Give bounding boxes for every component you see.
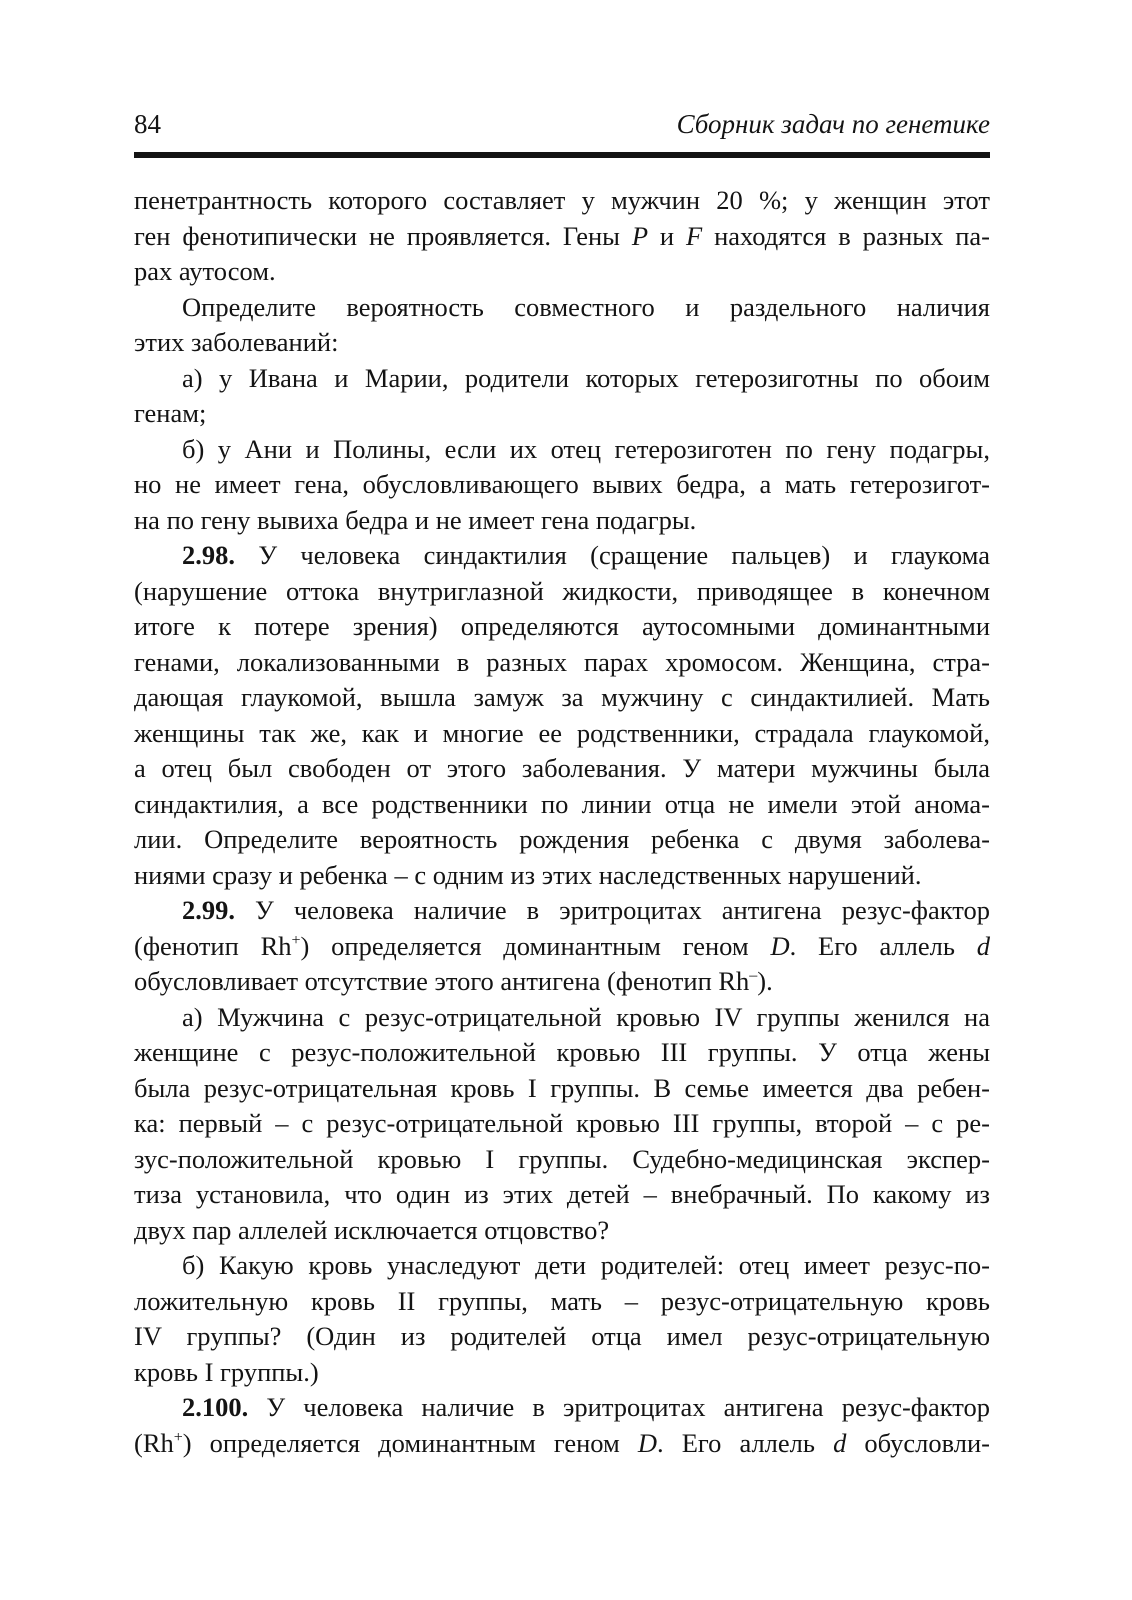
gene-symbol: d	[976, 930, 990, 961]
text-line: дающая глаукомой, вышла замуж за мужчину с синдактилией. Мать	[134, 682, 990, 712]
text-line: синдактилия, а все родственники по линии отца не имели этой анома-	[134, 788, 990, 819]
text-line: двух пар аллелей исключается отцовство?	[134, 1214, 610, 1245]
problem-2-99	[134, 893, 990, 1000]
text-line: (фенотип Rh+) определяется доминантным геном D. Его аллель d	[134, 930, 990, 961]
problem-number: 2.99.	[182, 895, 235, 925]
text-line: кровь I группы.)	[134, 1356, 319, 1387]
text-line: рах аутосом.	[134, 256, 276, 286]
running-title: Сборник задач по генетике	[676, 109, 990, 139]
text-line: женщине с резус-положительной кровью III группы. У отца жены	[134, 1037, 990, 1067]
problem-number: 2.98.	[182, 540, 235, 570]
problem-2-98	[134, 538, 990, 893]
text-line: но не имеет гена, обусловливающего вывих бедра, а мать гетерозигот-	[134, 469, 990, 499]
gene-symbol: d	[833, 1427, 847, 1458]
text-line: ложительную кровь II группы, мать – резус-отрицательную кровь	[134, 1285, 990, 1316]
text-line: Определите вероятность совместного и раздельного наличия	[182, 291, 990, 322]
text-line: 2.100. У человека наличие в эритроцитах антигена резус-фактор	[182, 1392, 990, 1422]
text-line: ка: первый – с резус-отрицательной кровью III группы, второй – с ре-	[134, 1108, 990, 1138]
text-line: 2.98. У человека синдактилия (сращение пальцев) и глаукома	[182, 540, 990, 570]
problem-2-99-b	[134, 1248, 990, 1390]
text-line: на по гену вывиха бедра и не имеет гена подагры.	[134, 504, 697, 535]
text-line: IV группы? (Один из родителей отца имел резус-отрицательную	[134, 1321, 990, 1351]
problem-2-99-a	[134, 1000, 990, 1249]
paragraph-continuation	[134, 183, 990, 290]
text-line: ниями сразу и ребенка – с одним из этих наследственных нарушений.	[134, 859, 922, 890]
paragraph-subquestion-a	[134, 361, 990, 432]
problem-2-100	[134, 1390, 990, 1461]
gene-symbol: F	[686, 220, 703, 251]
text-line: а) у Ивана и Марии, родители которых гетерозиготны по обоим	[182, 362, 990, 393]
header-rule	[134, 152, 990, 158]
text-line: тиза установила, что один из этих детей – внебрачный. По какому из	[134, 1179, 990, 1209]
text-line: б) у Ани и Полины, если их отец гетерозиготен по гену подагры,	[182, 433, 990, 464]
gene-symbol: P	[631, 220, 649, 251]
text-line: пенетрантность которого составляет у мужчин 20 %; у женщин этот	[134, 185, 990, 215]
text-line: ген фенотипически не проявляется. Гены P и F находятся в разных па-	[134, 220, 990, 251]
text-line: 2.99. У человека наличие в эритроцитах антигена резус-фактор	[182, 895, 990, 925]
page-header	[134, 104, 990, 148]
page-body	[134, 183, 990, 1461]
text-line: этих заболеваний:	[134, 327, 339, 357]
superscript: +	[291, 931, 301, 949]
paragraph-subquestion-b	[134, 432, 990, 539]
paragraph-question	[134, 290, 990, 361]
gene-symbol: D	[770, 930, 790, 961]
text-line: (Rh+) определяется доминантным геном D. Его аллель d обусловли-	[134, 1427, 990, 1458]
text-line: б) Какую кровь унаследуют дети родителей: отец имеет резус-по-	[182, 1250, 990, 1280]
text-line: обусловливает отсутствие этого антигена (фенотип Rh–).	[134, 966, 773, 996]
text-line: (нарушение оттока внутриглазной жидкости, приводящее в конечном	[134, 575, 990, 606]
page-number: 84	[134, 109, 161, 139]
text-line: генам;	[134, 398, 207, 428]
text-line: женщины так же, как и многие ее родственники, страдала глаукомой,	[134, 717, 990, 748]
text-line: генами, локализованными в разных парах хромосом. Женщина, стра-	[134, 646, 990, 677]
text-line: а) Мужчина с резус-отрицательной кровью IV группы женился на	[182, 1001, 990, 1032]
text-line: лии. Определите вероятность рождения ребенка с двумя заболева-	[134, 824, 990, 854]
superscript: +	[173, 1428, 183, 1446]
text-line: а отец был свободен от этого заболевания. У матери мужчины была	[134, 753, 990, 783]
text-line: была резус-отрицательная кровь I группы. В семье имеется два ребен-	[134, 1072, 990, 1103]
text-line: зус-положительной кровью I группы. Судебно-медицинская экспер-	[134, 1143, 990, 1174]
text-line: итоге к потере зрения) определяются аутосомными доминантными	[134, 611, 990, 641]
problem-number: 2.100.	[182, 1392, 249, 1422]
superscript: –	[749, 967, 758, 984]
gene-symbol: D	[637, 1427, 658, 1458]
